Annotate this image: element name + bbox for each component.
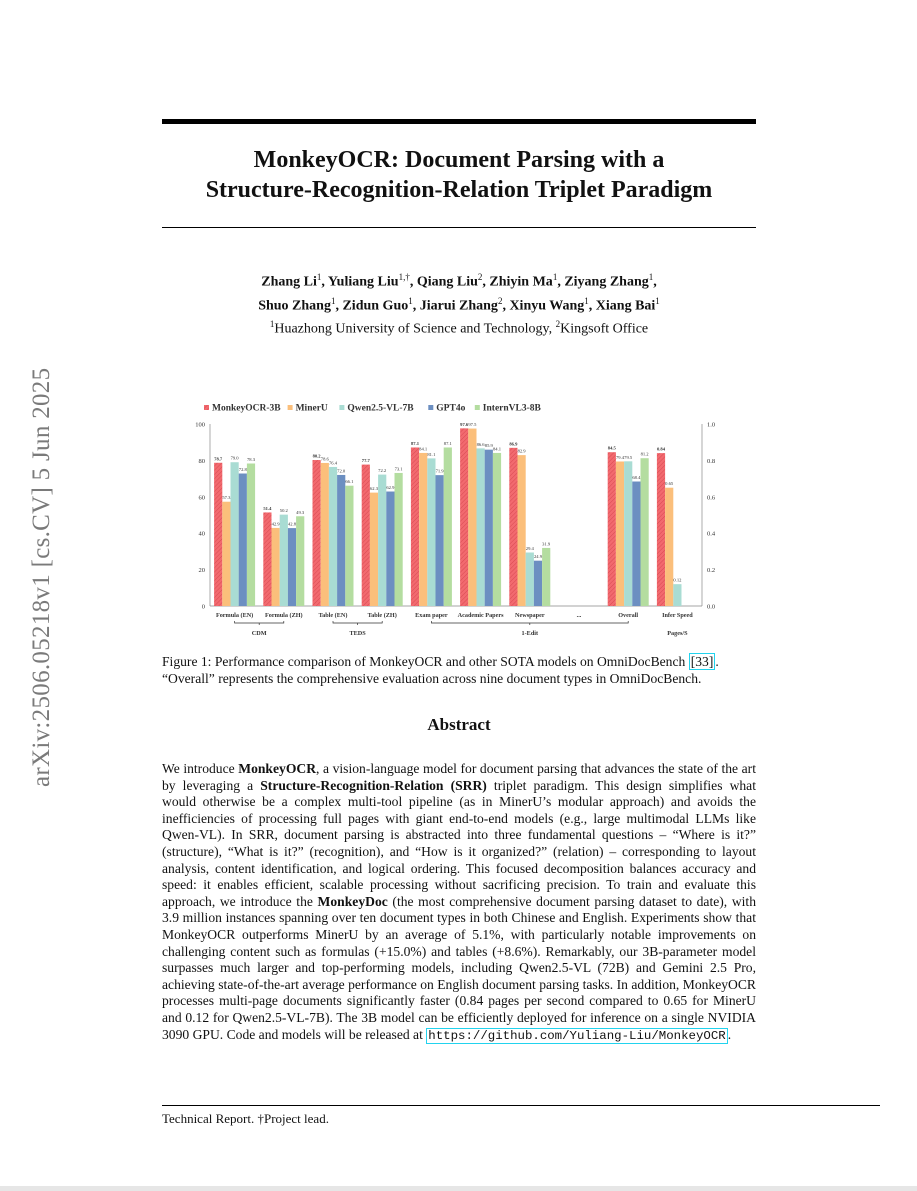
bar bbox=[214, 463, 222, 606]
legend-label: MinerU bbox=[295, 403, 328, 414]
bar bbox=[477, 448, 485, 606]
legend-swatch bbox=[204, 405, 209, 410]
legend-swatch bbox=[428, 405, 433, 410]
bar bbox=[542, 548, 550, 606]
author-line-1 bbox=[162, 268, 756, 292]
y-tick-label-right: 0.0 bbox=[707, 603, 716, 611]
data-label: 85.9 bbox=[484, 443, 493, 449]
x-tick-label: Overall bbox=[618, 612, 639, 619]
group-label: TEDS bbox=[349, 630, 366, 637]
bar bbox=[509, 448, 517, 606]
data-label: 0.65 bbox=[665, 481, 674, 487]
y-tick-label-left: 80 bbox=[198, 457, 205, 465]
data-label: 79.0 bbox=[230, 455, 239, 461]
group-bracket bbox=[431, 621, 628, 625]
abstract-bold-srr: Structure-Recognition-Relation (SRR) bbox=[260, 777, 487, 793]
affil-inst-2: Kingsoft Office bbox=[560, 321, 649, 337]
bar bbox=[296, 516, 304, 606]
author-separator: , bbox=[653, 274, 657, 290]
performance-bar-chart bbox=[162, 395, 756, 643]
data-label: 57.3 bbox=[222, 495, 231, 501]
data-label: 72.2 bbox=[378, 468, 387, 474]
x-tick-label: Infer Speed bbox=[662, 612, 693, 619]
data-label: 68.4 bbox=[632, 475, 641, 481]
data-label: 97.5 bbox=[468, 422, 477, 428]
bar bbox=[436, 475, 444, 606]
y-tick-label-left: 20 bbox=[198, 567, 205, 575]
affil-inst-1: Huazhong University of Science and Technology, bbox=[274, 321, 556, 337]
affiliations bbox=[162, 319, 756, 338]
author-line-2 bbox=[162, 292, 756, 316]
bar bbox=[231, 462, 239, 606]
y-tick-label-left: 40 bbox=[198, 530, 205, 538]
bar bbox=[624, 461, 632, 606]
title-rule-top bbox=[162, 119, 756, 124]
x-tick-label: Table (EN) bbox=[318, 612, 348, 619]
y-tick-label-right: 0.6 bbox=[707, 494, 716, 502]
bar bbox=[534, 561, 542, 606]
data-label: 81.2 bbox=[640, 451, 649, 457]
github-link[interactable]: https://github.com/Yuliang-Liu/MonkeyOCR bbox=[428, 1028, 726, 1043]
data-label: 79.4 bbox=[615, 454, 625, 460]
author-separator: , bbox=[557, 274, 565, 290]
author-separator: , bbox=[502, 298, 510, 314]
data-label: 0.84 bbox=[656, 446, 666, 452]
abstract-text-3: triplet paradigm. This design simplifies what would otherwise be a complex multi-tool pipeline (as in MinerU’s modular approach) and avoids the inefficiencies of processing full pages with giant end-to-end models (e.g., large multimodal LLMs like Qwen-VL). In SRR, document parsing is abstracted into three fundamental questions – “Where is it?” (structure), “What is it?” (recognition), and “How is it organized?” (relation) – corresponding to layout analysis, content identification, and logical ordering. This focused decomposition balances accuracy and speed: it enables efficient, scalable processing without sacrificing precision. To train and evaluate this approach, we introduce the bbox=[162, 777, 756, 909]
abstract-heading: Abstract bbox=[427, 715, 491, 734]
data-label: 78.3 bbox=[246, 456, 256, 462]
abstract-text-2: , a vision-language model for document parsing that advances the state of the art by leveraging a bbox=[162, 761, 756, 793]
author-name: Qiang Liu bbox=[416, 274, 478, 290]
legend-label: GPT4o bbox=[436, 403, 466, 414]
bar bbox=[345, 486, 353, 606]
data-label: 76.4 bbox=[328, 460, 338, 466]
data-label: 84.5 bbox=[607, 445, 616, 451]
data-label: 87.1 bbox=[410, 440, 420, 446]
title-rule-bottom bbox=[162, 227, 756, 228]
bar bbox=[493, 453, 501, 606]
data-label: 80.2 bbox=[312, 453, 321, 459]
data-label: 29.4 bbox=[525, 545, 534, 551]
title-line-1: MonkeyOCR: Document Parsing with a bbox=[253, 147, 665, 173]
bar bbox=[608, 452, 616, 606]
author-separator: , bbox=[482, 274, 490, 290]
author-name: Ziyang Zhang bbox=[564, 274, 649, 290]
author-separator: , bbox=[409, 274, 417, 290]
data-label: 78.7 bbox=[214, 456, 223, 462]
bar bbox=[419, 453, 427, 606]
bottom-strip bbox=[0, 1186, 917, 1191]
author-name: Xinyu Wang bbox=[509, 298, 585, 314]
abstract-text-1: We introduce bbox=[162, 761, 239, 776]
group-bracket bbox=[235, 621, 284, 625]
author-affiliation-mark: 1 bbox=[584, 295, 589, 306]
paper-title bbox=[162, 145, 756, 205]
bar bbox=[378, 475, 386, 606]
bar bbox=[518, 455, 526, 606]
x-tick-label: Table (ZH) bbox=[367, 612, 397, 619]
author-list bbox=[162, 268, 756, 315]
figure-caption bbox=[162, 653, 756, 687]
abstract-bold-monkeydoc: MonkeyDoc bbox=[317, 893, 388, 909]
author-affiliation-mark: 1 bbox=[408, 295, 413, 306]
data-label: 72.0 bbox=[337, 468, 346, 474]
legend-label: MonkeyOCR-3B bbox=[212, 403, 281, 414]
abstract-body bbox=[162, 761, 756, 1044]
group-label: CDM bbox=[251, 630, 267, 637]
bar bbox=[288, 528, 296, 606]
bar bbox=[272, 528, 280, 606]
bar bbox=[616, 461, 624, 606]
legend-swatch bbox=[339, 405, 344, 410]
bar bbox=[485, 450, 493, 606]
affil-sup-2: 2 bbox=[555, 319, 561, 329]
legend-label: Qwen2.5-VL-7B bbox=[347, 403, 414, 414]
bar bbox=[657, 453, 665, 606]
author-affiliation-mark: 1 bbox=[648, 272, 654, 282]
affil-sup-1: 1 bbox=[269, 319, 275, 329]
bar bbox=[444, 447, 452, 606]
bar bbox=[239, 474, 247, 606]
data-label: 87.1 bbox=[443, 440, 452, 446]
bar bbox=[386, 492, 394, 606]
author-separator: , bbox=[412, 298, 420, 314]
data-label: 31.9 bbox=[542, 541, 551, 547]
author-affiliation-mark: 1 bbox=[655, 295, 660, 306]
data-label: 49.3 bbox=[296, 509, 305, 515]
x-tick-label: Newspaper bbox=[515, 612, 545, 619]
data-label: 79.5 bbox=[624, 454, 633, 460]
y-tick-label-right: 0.2 bbox=[707, 567, 716, 575]
author-affiliation-mark: 1 bbox=[330, 295, 336, 306]
bar bbox=[337, 475, 345, 606]
bar bbox=[395, 473, 403, 606]
data-label: 42.8 bbox=[287, 521, 297, 527]
data-label: 86.6 bbox=[476, 441, 485, 447]
x-tick-label: Exam paper bbox=[415, 612, 448, 619]
y-tick-label-right: 0.8 bbox=[707, 457, 716, 465]
footnote-rule bbox=[162, 1105, 880, 1106]
author-affiliation-mark: 2 bbox=[497, 295, 503, 306]
y-tick-label-left: 100 bbox=[195, 421, 205, 429]
author-affiliation-mark: 1,† bbox=[398, 272, 410, 282]
data-label: 81.1 bbox=[427, 451, 436, 457]
bar bbox=[362, 465, 370, 606]
author-name: Zidun Guo bbox=[342, 298, 409, 314]
abstract-text-4: (the most comprehensive document parsing dataset to date), with 3.9 million instances spanning over ten document types in both Chinese and English. Experiments show that MonkeyOCR outperforms MinerU by an average of 5.1%, with particularly notable improvements on challenging content such as formulas (+15.0%) and tables (+8.6%). Remarkably, our 3B-parameter model surpasses much larger and top-performing models, including Qwen2.5-VL (72B) and Gemini 2.5 Pro, achieving state-of-the-art average performance on English document parsing tasks. In addition, MonkeyOCR processes multi-page documents significantly faster (0.84 pages per second compared to 0.65 for MinerU and 0.12 for Qwen2.5-VL-7B). The 3B model can be efficiently deployed for inference on a single NVIDIA 3090 GPU. Code and models will be released at bbox=[162, 893, 756, 1042]
data-label: 42.9 bbox=[271, 521, 280, 527]
data-label: 0.12 bbox=[673, 577, 682, 583]
y-tick-label-right: 0.4 bbox=[707, 530, 716, 538]
y-tick-label-left: 60 bbox=[198, 494, 205, 502]
data-label: 24.9 bbox=[533, 554, 543, 560]
data-label: 97.6 bbox=[460, 421, 469, 427]
data-label: 71.9 bbox=[435, 468, 444, 474]
bar bbox=[673, 584, 681, 606]
data-label: 77.7 bbox=[361, 458, 370, 464]
bar bbox=[427, 458, 435, 606]
caption-text-start: Figure 1: Performance comparison of MonkeyOCR and other SOTA models on OmniDocBench bbox=[162, 654, 689, 669]
data-label: 72.8 bbox=[238, 467, 247, 473]
bar bbox=[247, 463, 255, 606]
author-affiliation-mark: 2 bbox=[477, 272, 483, 282]
author-separator: , bbox=[588, 298, 596, 314]
data-label: 66.1 bbox=[345, 479, 354, 485]
data-label: 84.1 bbox=[419, 446, 428, 452]
x-tick-label: Academic Papers bbox=[457, 612, 504, 619]
bar bbox=[370, 493, 378, 606]
y-tick-label-left: 0 bbox=[201, 603, 205, 611]
legend-label: InternVL3-8B bbox=[482, 403, 541, 414]
author-name: Yuliang Liu bbox=[327, 274, 399, 290]
footnote: Technical Report. †Project lead. bbox=[162, 1111, 329, 1126]
abstract-text-5: . bbox=[727, 1026, 732, 1042]
author-separator: , bbox=[335, 298, 343, 314]
group-label: Pages/S bbox=[667, 630, 688, 637]
bar bbox=[641, 458, 649, 606]
bar bbox=[280, 515, 288, 606]
data-label: 62.9 bbox=[386, 485, 395, 491]
bar bbox=[411, 447, 419, 606]
bar bbox=[321, 463, 329, 606]
author-name: Zhang Li bbox=[261, 274, 317, 290]
author-name: Zhiyin Ma bbox=[489, 274, 553, 290]
data-label: 86.9 bbox=[509, 441, 518, 447]
bar bbox=[313, 460, 321, 606]
bar bbox=[526, 552, 534, 606]
author-name: Shuo Zhang bbox=[258, 298, 331, 314]
title-line-2: Structure-Recognition-Relation Triplet Paradigm bbox=[205, 177, 713, 203]
data-label: 84.1 bbox=[492, 446, 502, 452]
group-label: 1-Edit bbox=[521, 630, 539, 637]
arxiv-identifier: arXiv:2506.05218v1 [cs.CV] 5 Jun 2025 bbox=[28, 367, 55, 787]
data-label: 78.6 bbox=[320, 456, 329, 462]
data-label: 82.9 bbox=[517, 448, 526, 454]
bar bbox=[263, 512, 271, 606]
data-label: 73.1 bbox=[394, 466, 403, 472]
bar bbox=[665, 488, 673, 606]
bar bbox=[460, 428, 468, 606]
data-label: 62.3 bbox=[369, 486, 379, 492]
bar bbox=[329, 467, 337, 606]
author-name: Jiarui Zhang bbox=[419, 298, 498, 314]
author-name: Xiang Bai bbox=[595, 298, 656, 314]
data-label: 50.2 bbox=[279, 508, 288, 514]
data-label: 51.4 bbox=[263, 505, 272, 511]
x-tick-label: Formula (ZH) bbox=[264, 612, 303, 619]
caption-text-end: . “Overall” represents the comprehensive evaluation across nine document types in OmniDocBench. bbox=[162, 654, 719, 686]
author-affiliation-mark: 1 bbox=[316, 272, 322, 282]
x-tick-label: Formula (EN) bbox=[215, 612, 254, 619]
citation-link-33[interactable]: [33] bbox=[690, 654, 714, 669]
figure-1 bbox=[162, 395, 756, 643]
legend-swatch bbox=[475, 405, 480, 410]
x-tick-label: ... bbox=[576, 612, 582, 619]
group-bracket bbox=[333, 621, 382, 625]
bar bbox=[468, 429, 476, 606]
author-separator: , bbox=[321, 274, 328, 290]
bar bbox=[222, 502, 230, 606]
author-affiliation-mark: 1 bbox=[552, 272, 558, 282]
abstract-bold-monkeyocr: MonkeyOCR bbox=[238, 761, 317, 776]
legend-swatch bbox=[288, 405, 293, 410]
y-tick-label-right: 1.0 bbox=[707, 421, 716, 429]
bar bbox=[632, 482, 640, 606]
